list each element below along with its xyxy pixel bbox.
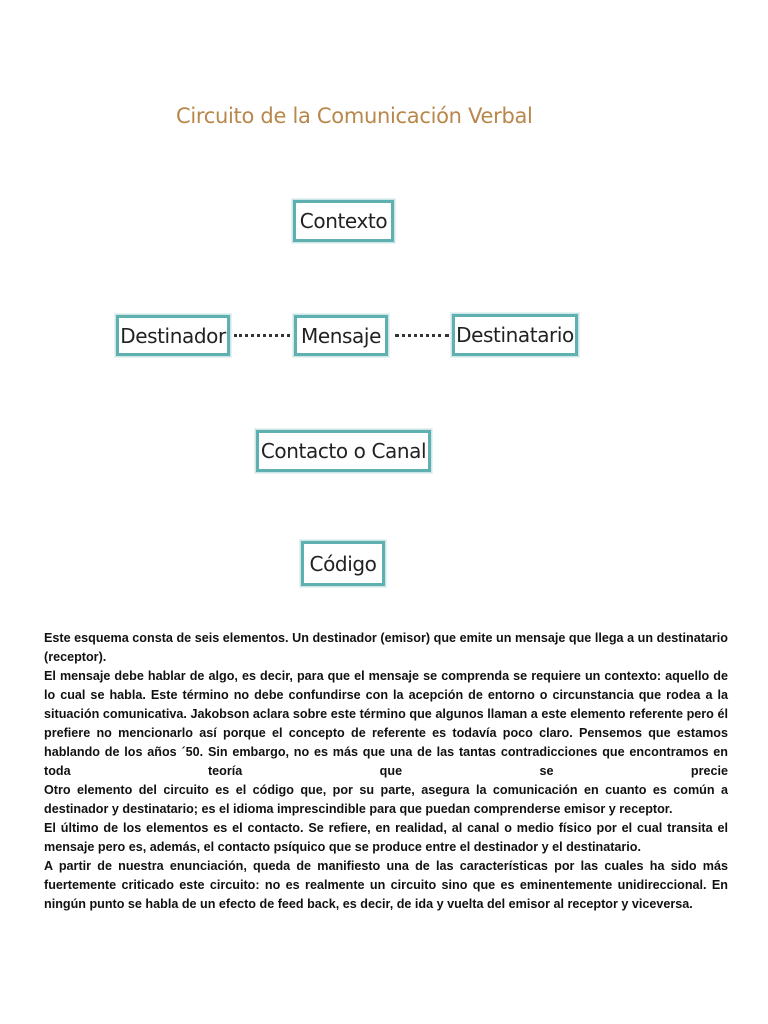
paragraph-1: Este esquema consta de seis elementos. Un destinador (emisor) que emite un mensaje que llega a un destinatario (receptor). xyxy=(44,631,728,664)
box-destinador: Destinador xyxy=(116,315,230,356)
diagram-title: Circuito de la Comunicación Verbal xyxy=(176,104,533,128)
paragraph-4: El último de los elementos es el contacto. Se refiere, en realidad, al canal o medio físico por el cual transita el mensaje pero es, además, el contacto psíquico que se produce entre el destinador y el destinatario. xyxy=(44,821,728,854)
box-codigo: Código xyxy=(301,541,385,586)
paragraph-3: Otro elemento del circuito es el código que, por su parte, asegura la comunicación en cuanto es común a destinador y destinatario; es el idioma imprescindible para que puedan comprenderse emisor y receptor. xyxy=(44,783,728,816)
connector-mensaje-destinatario xyxy=(395,334,449,337)
connector-destinador-mensaje xyxy=(234,334,290,337)
box-contacto: Contacto o Canal xyxy=(256,430,431,472)
body-text xyxy=(44,629,728,914)
paragraph-2: El mensaje debe hablar de algo, es decir, para que el mensaje se comprenda se requiere un contexto: aquello de lo cual se habla. Este término no debe confundirse con la acepción de entorno o circunstancia que rodea a la situación comunicativa. Jakobson aclara sobre este término que algunos llaman a este elemento referente pero él prefiere no mencionarlo así porque el concepto de referente es todavía poco claro. Pensemos que estamos hablando de los años ´50. Sin embargo, no es más que una de las tantas contradicciones que encontramos en toda teoría que se precie xyxy=(44,669,728,778)
box-contexto: Contexto xyxy=(293,200,394,242)
box-mensaje: Mensaje xyxy=(294,315,388,356)
paragraph-5: A partir de nuestra enunciación, queda de manifiesto una de las características por las cuales ha sido más fuertemente criticado este circuito: no es realmente un circuito sino que es eminentemente unidireccional. En ningún punto se habla de un efecto de feed back, es decir, de ida y vuelta del emisor al receptor y viceversa. xyxy=(44,859,728,911)
box-destinatario: Destinatario xyxy=(452,314,578,356)
